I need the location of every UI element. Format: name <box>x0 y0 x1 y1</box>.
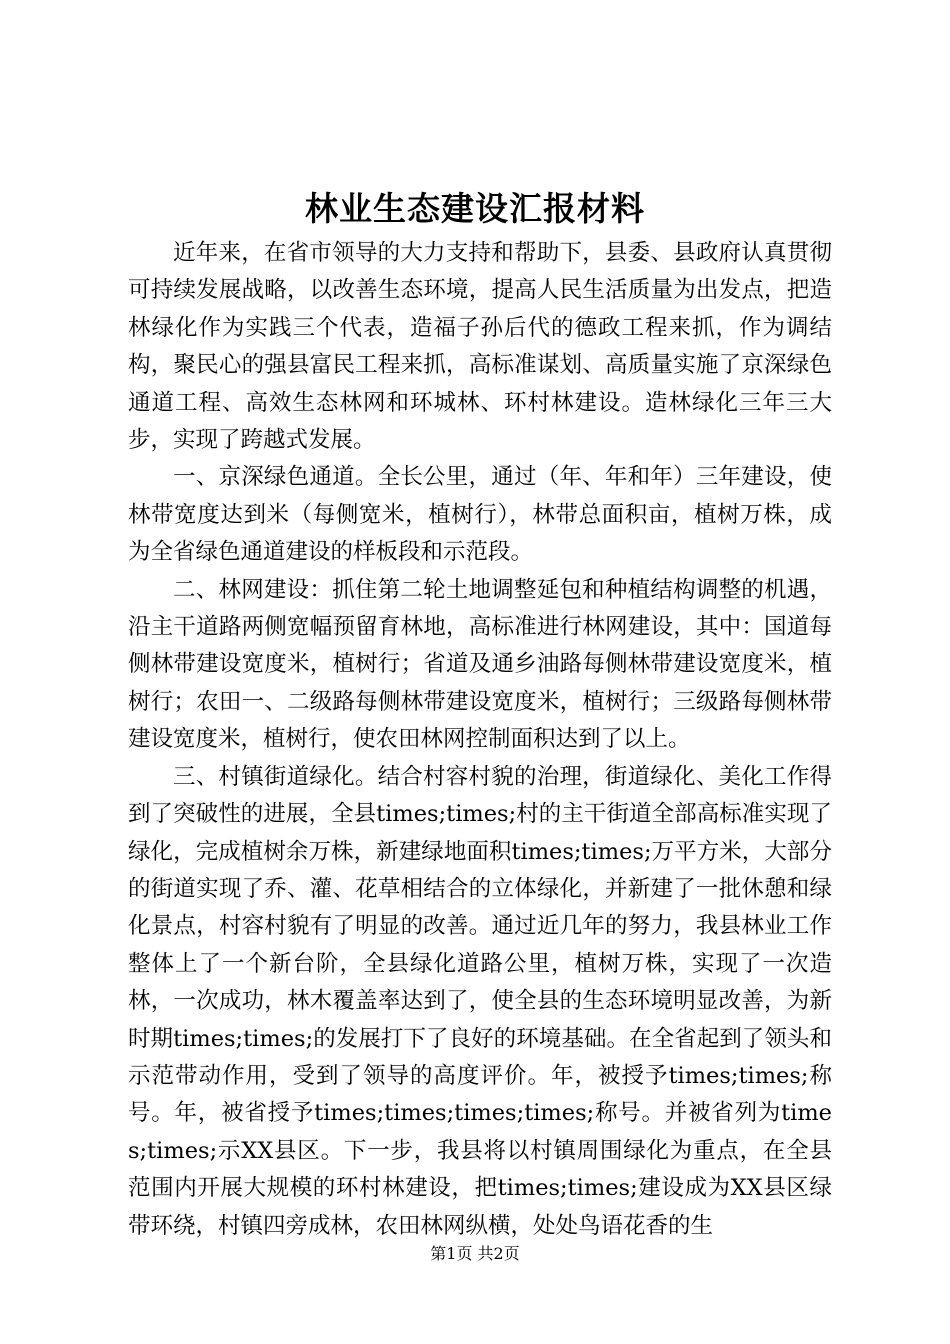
document-title: 林业生态建设汇报材料 <box>305 189 645 228</box>
document-body <box>128 235 832 1245</box>
page-number: 第1页 共2页 <box>430 1244 520 1263</box>
paragraph-village-greening: 三、村镇街道绿化。结合村容村貌的治理，街道绿化、美化工作得到了突破性的进展，全县times;times;村的主干街道全部高标准实现了绿化，完成植树余万株，新建绿地面积times;times;万平方米，大部分的街道实现了乔、灌、花草相结合的立体绿化，并新建了一批休憩和绿化景点，村容村貌有了明显的改善。通过近几年的努力，我县林业工作整体上了一个新台阶，全县绿化道路公里，植树万株，实现了一次造林，一次成功，林木覆盖率达到了，使全县的生态环境明显改善，为新时期times;times;的发展打下了良好的环境基础。在全省起到了领头和示范带动作用，受到了领导的高度评价。年，被授予times;times;称号。年，被省授予times;times;times;times;称号。并被省列为times;times;示XX县区。下一步，我县将以村镇周围绿化为重点，在全县范围内开展大规模的环村林建设，把times;times;建设成为XX县区绿带环绕，村镇四旁成林，农田林网纵横，处处鸟语花香的生 <box>128 763 832 1239</box>
paragraph-green-corridor: 一、京深绿色通道。全长公里，通过（年、年和年）三年建设，使林带宽度达到米（每侧宽米，植树行），林带总面积亩，植树万株，成为全省绿色通道建设的样板段和示范段。 <box>128 464 832 566</box>
paragraph-forest-network: 二、林网建设：抓住第二轮土地调整延包和种植结构调整的机遇，沿主干道路两侧宽幅预留育林地，高标准进行林网建设，其中：国道每侧林带建设宽度米，植树行；省道及通乡油路每侧林带建设宽度米，植树行；农田一、二级路每侧林带建设宽度米，植树行；三级路每侧林带建设宽度米，植树行，使农田林网控制面积达到了以上。 <box>128 576 832 753</box>
paragraph-intro: 近年来，在省市领导的大力支持和帮助下，县委、县政府认真贯彻可持续发展战略，以改善生态环境，提高人民生活质量为出发点，把造林绿化作为实践三个代表，造福子孙后代的德政工程来抓，作为调结构，聚民心的强县富民工程来抓，高标准谋划、高质量实施了京深绿色通道工程、高效生态林网和环城林、环村林建设。造林绿化三年三大步，实现了跨越式发展。 <box>128 240 832 454</box>
